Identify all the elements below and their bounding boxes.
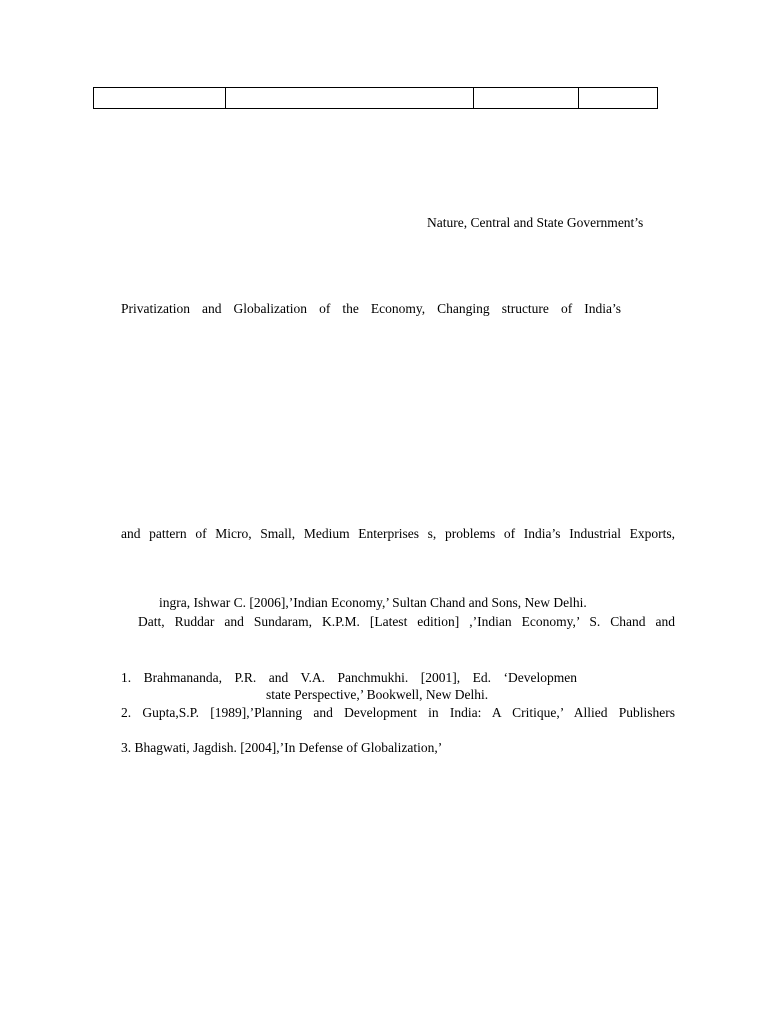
unit-intro-line: Nature, Central and State Government’s (427, 215, 644, 230)
header-table (93, 87, 658, 109)
header-table-row (94, 88, 658, 109)
header-cell-1 (94, 88, 226, 109)
additional-reading-2: 2. Gupta,S.P. [1989],’Planning and Development in India: A Critique,’ Allied Publishers (121, 705, 675, 720)
header-cell-2 (226, 88, 474, 109)
additional-reading-1-cont: state Perspective,’ Bookwell, New Delhi. (266, 687, 489, 702)
basic-reading-1: ingra, Ishwar C. [2006],’Indian Economy,’ Sultan Chand and Sons, New Delhi. (159, 595, 587, 610)
header-cell-3 (474, 88, 579, 109)
additional-reading-1: 1. Brahmananda, P.R. and V.A. Panchmukhi. [2001], Ed. ‘Developmen (121, 670, 577, 685)
basic-reading-2: Datt, Ruddar and Sundaram, K.P.M. [Latest edition] ,’Indian Economy,’ S. Chand and (138, 614, 675, 629)
privatization-line: Privatization and Globalization of the Economy, Changing structure of India’s (121, 301, 621, 316)
additional-reading-3: 3. Bhagwati, Jagdish. [2004],’In Defense of Globalization,’ (121, 740, 443, 755)
header-cell-4 (579, 88, 658, 109)
msme-line: and pattern of Micro, Small, Medium Enterprises s, problems of India’s Industrial Exports, (121, 526, 675, 541)
